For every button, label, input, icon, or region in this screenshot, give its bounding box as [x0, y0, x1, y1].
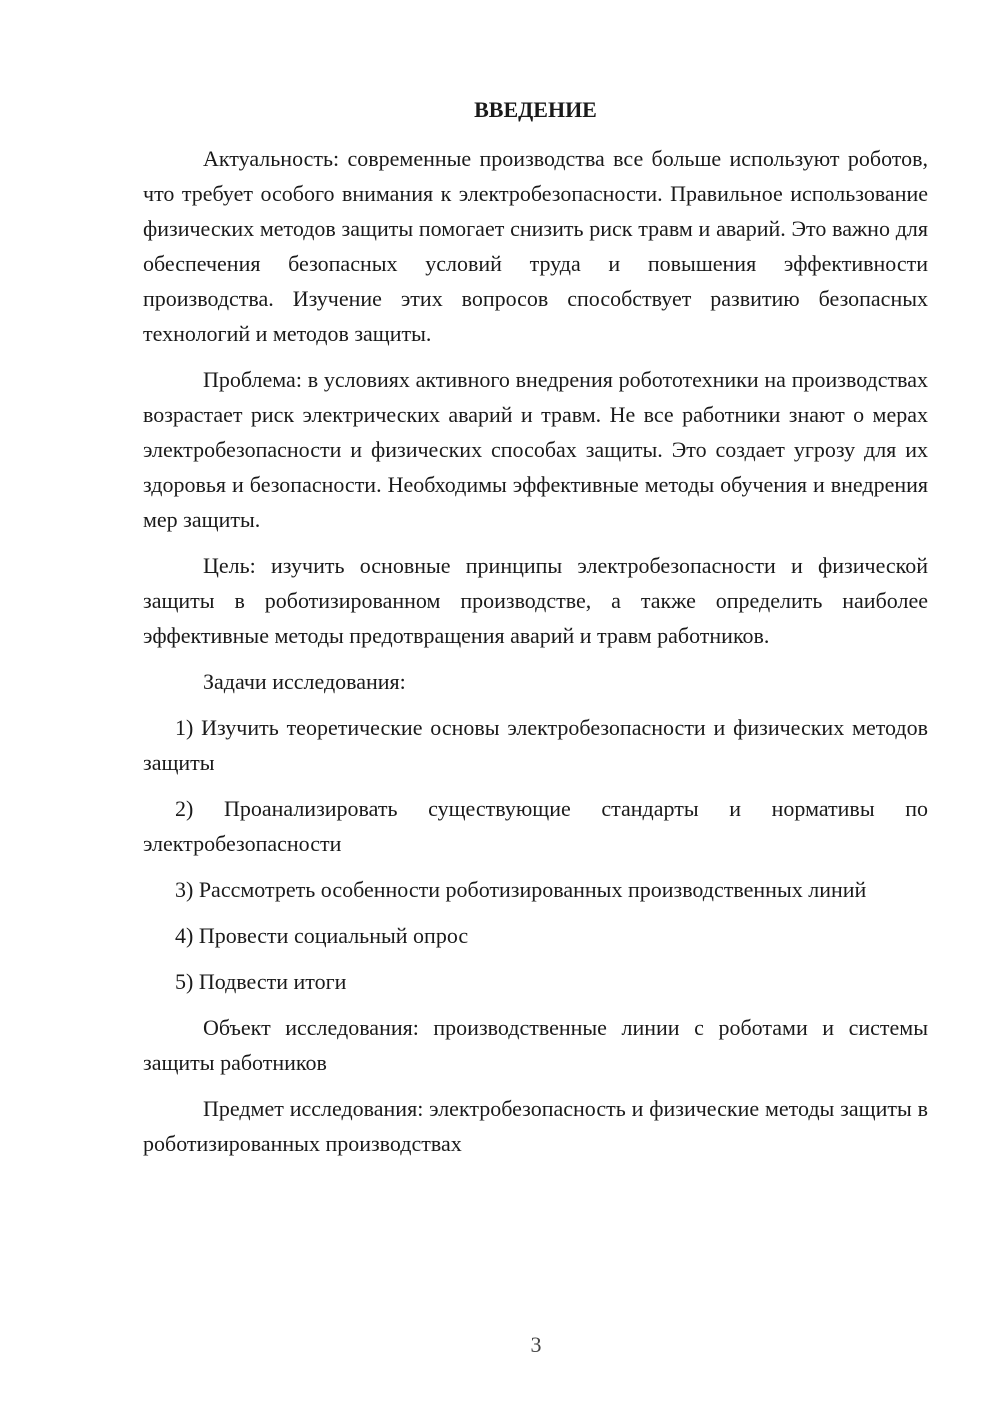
paragraph-relevance: Актуальность: современные производства все больше используют роботов, что требует особого внимания к электробезопасности. Правильное использование физических методов защиты помогает снизить риск травм и аварий. Это важно для обеспечения безопасных условий труда и повышения эффективности производства. Изучение этих вопросов способствует развитию безопасных технологий и методов защиты. — [143, 146, 928, 346]
paragraph-goal: Цель: изучить основные принципы электробезопасности и физической защиты в роботизированном производстве, а также определить наиболее эффективные методы предотвращения аварий и травм работников. — [143, 553, 928, 648]
list-item: 2) Проанализировать существующие стандарты и нормативы по электробезопасности — [143, 796, 928, 856]
list-item: 3) Рассмотреть особенности роботизированных производственных линий — [175, 877, 867, 902]
document-page — [143, 92, 928, 1172]
section-title: ВВЕДЕНИЕ — [474, 97, 597, 122]
page-number: 3 — [530, 1332, 542, 1357]
list-item: 5) Подвести итоги — [175, 969, 347, 994]
tasks-list — [143, 710, 928, 999]
tasks-heading: Задачи исследования: — [203, 669, 406, 694]
paragraph-problem: Проблема: в условиях активного внедрения робототехники на производствах возрастает риск электрических аварий и травм. Не все работники знают о мерах электробезопасности и физических способах защиты. Это создает угрозу для их здоровья и безопасности. Необходимы эффективные методы обучения и внедрения мер защиты. — [143, 367, 928, 532]
paragraph-subject: Предмет исследования: электробезопасность и физические методы защиты в роботизированных производствах — [143, 1096, 928, 1156]
list-item: 1) Изучить теоретические основы электробезопасности и физических методов защиты — [143, 715, 928, 775]
paragraph-object: Объект исследования: производственные линии с роботами и системы защиты работников — [143, 1015, 928, 1075]
list-item: 4) Провести социальный опрос — [175, 923, 469, 948]
